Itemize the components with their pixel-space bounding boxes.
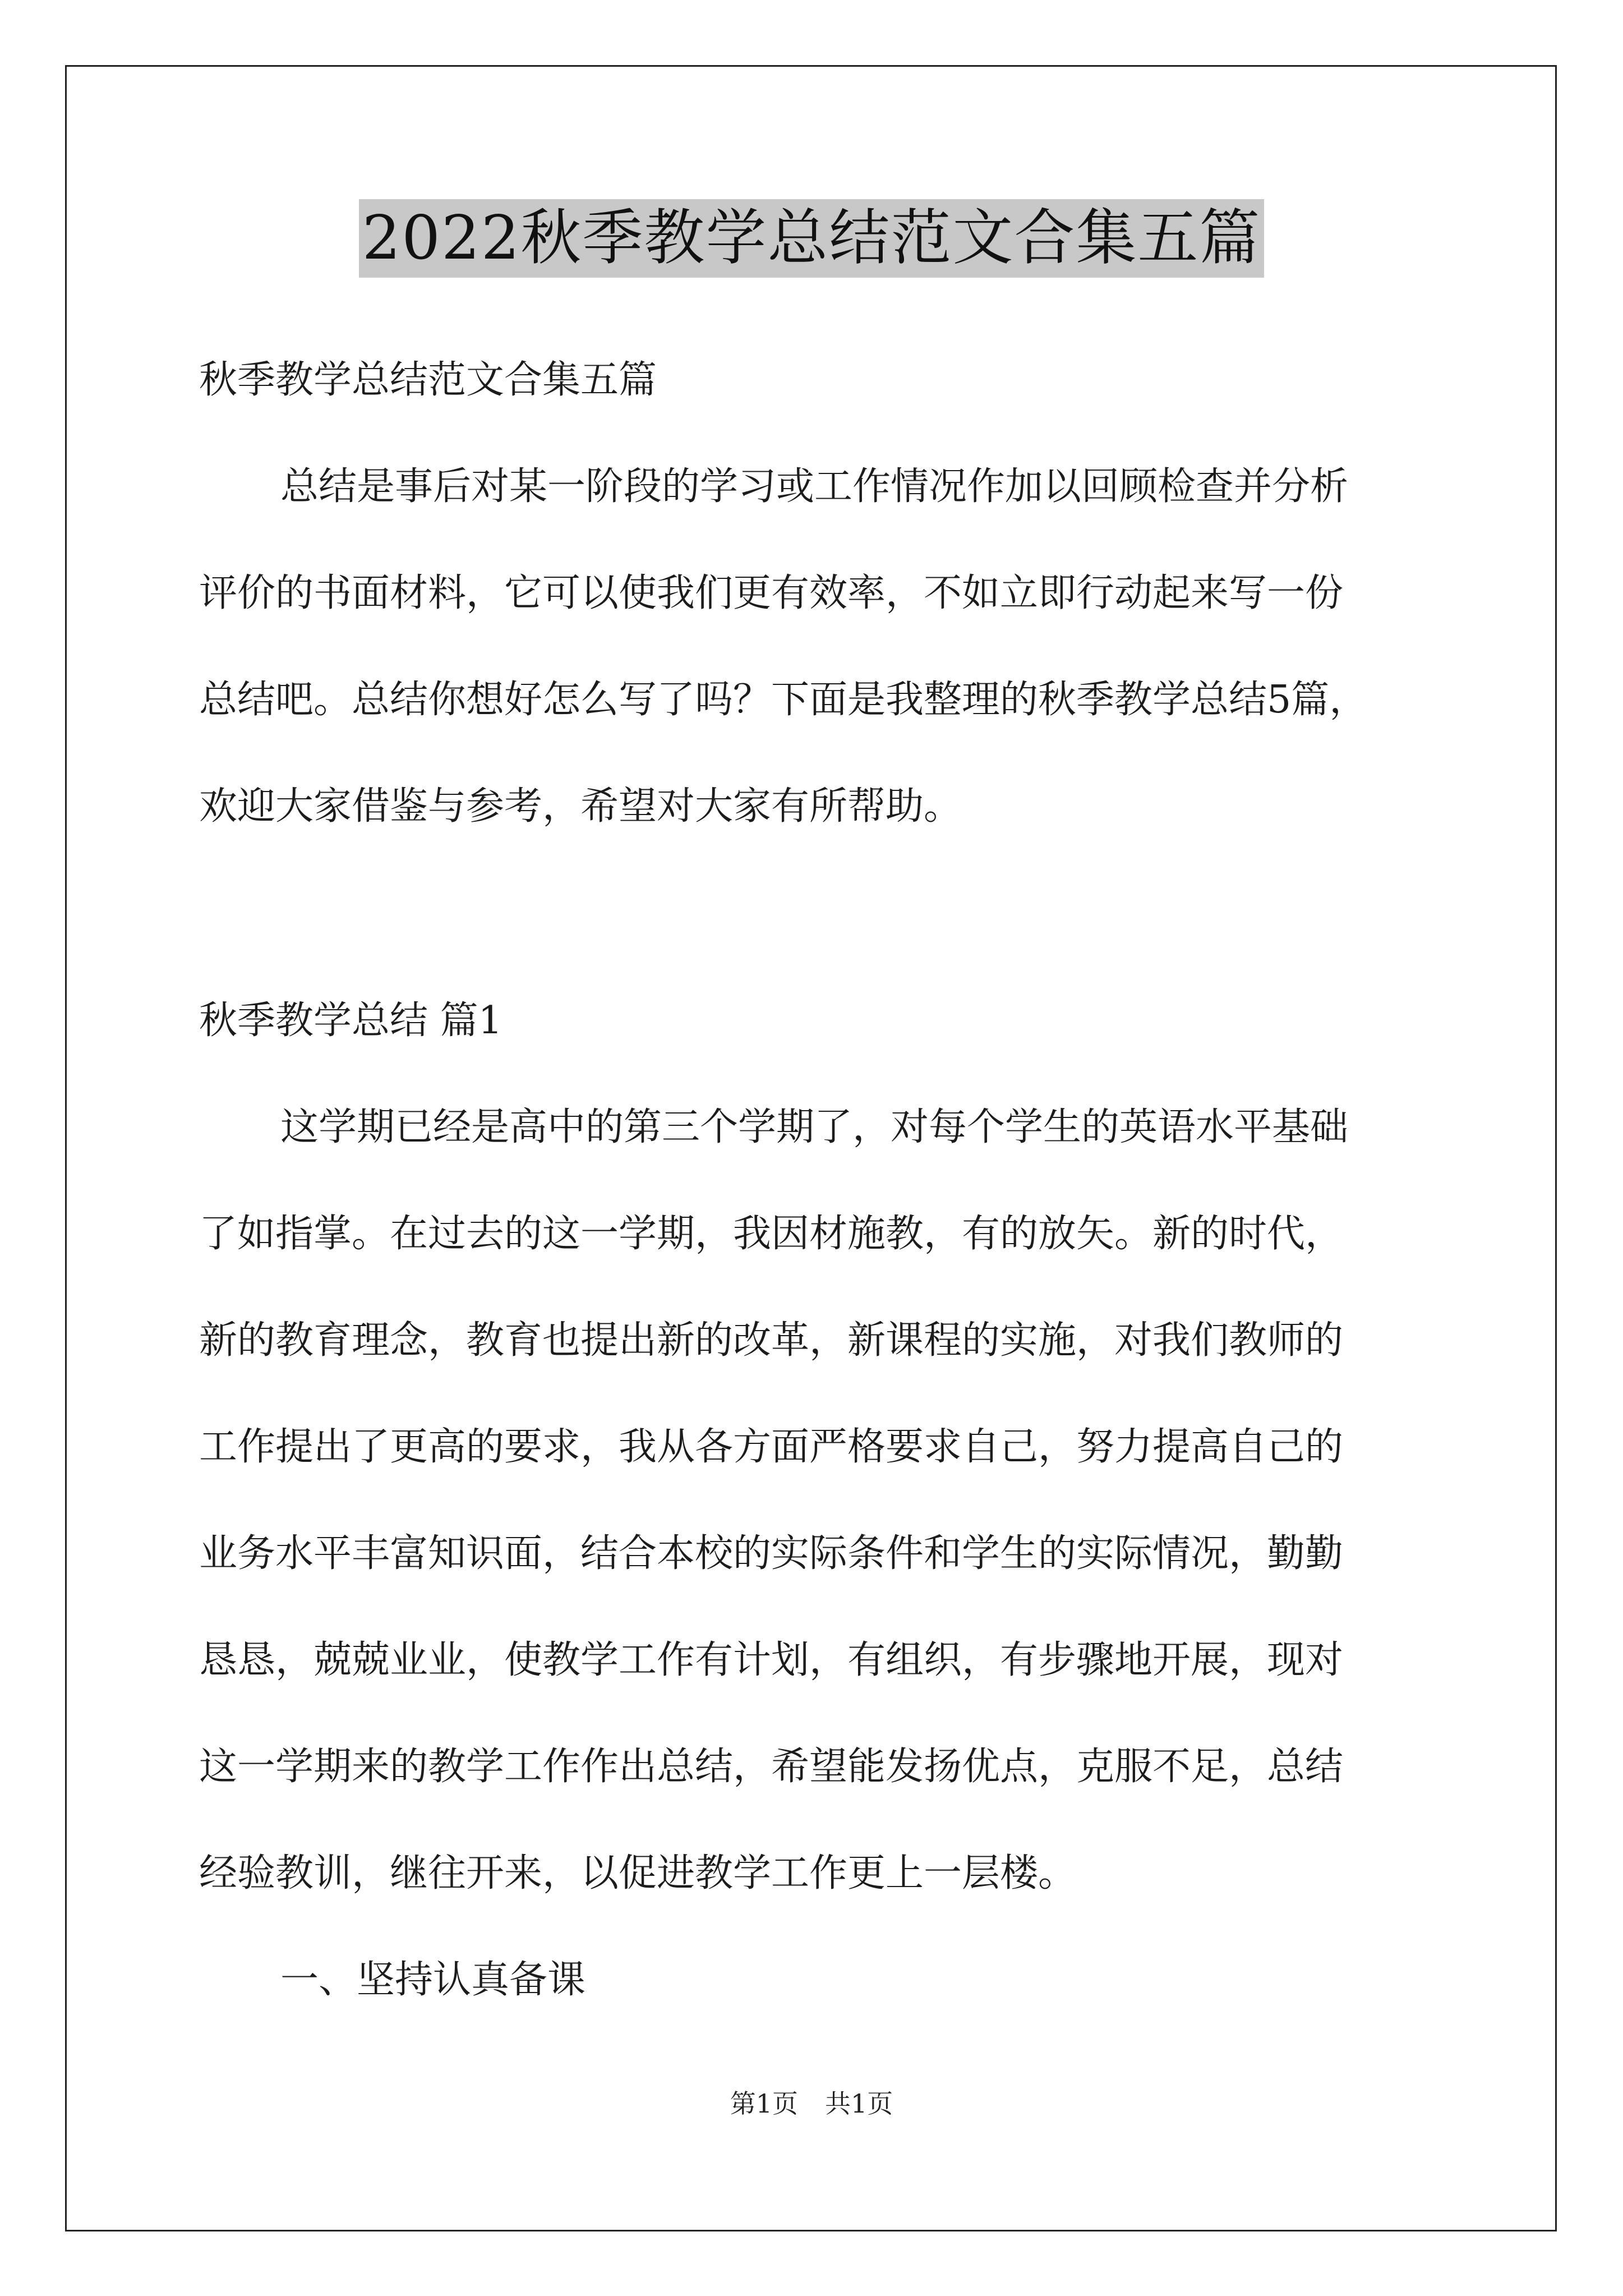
document-subtitle: 秋季教学总结范文合集五篇 xyxy=(199,358,657,402)
page-footer xyxy=(0,2087,1623,2120)
page-number: 第1页 xyxy=(730,2088,798,2119)
point-heading: 一、坚持认真备课 xyxy=(280,1958,586,2002)
body-line: 这一学期来的教学工作作出总结，希望能发扬优点，克服不足，总结 xyxy=(199,1745,1344,1789)
body-line: 了如指掌。在过去的这一学期，我因材施教，有的放矢。新的时代， xyxy=(199,1212,1344,1256)
title-container xyxy=(0,199,1623,278)
body-line: 恳恳，兢兢业业，使教学工作有计划，有组织，有步骤地开展，现对 xyxy=(199,1638,1344,1682)
intro-line: 评价的书面材料，它可以使我们更有效率，不如立即行动起来写一份 xyxy=(199,571,1344,615)
intro-line: 总结吧。总结你想好怎么写了吗？下面是我整理的秋季教学总结5篇， xyxy=(199,678,1368,722)
body-line: 这学期已经是高中的第三个学期了，对每个学生的英语水平基础 xyxy=(280,1105,1349,1149)
intro-line: 总结是事后对某一阶段的学习或工作情况作加以回顾检查并分析 xyxy=(280,464,1349,509)
body-line: 新的教育理念，教育也提出新的改革，新课程的实施，对我们教师的 xyxy=(199,1318,1344,1363)
body-line: 业务水平丰富知识面，结合本校的实际条件和学生的实际情况，勤勤 xyxy=(199,1531,1344,1576)
body-line: 经验教训，继往开来，以促进教学工作更上一层楼。 xyxy=(199,1851,1077,1895)
intro-line: 欢迎大家借鉴与参考，希望对大家有所帮助。 xyxy=(199,784,962,829)
document-title: 2022秋季教学总结范文合集五篇 xyxy=(359,199,1265,278)
page-total: 共1页 xyxy=(825,2088,893,2119)
body-line: 工作提出了更高的要求，我从各方面严格要求自己，努力提高自己的 xyxy=(199,1425,1344,1469)
section-heading: 秋季教学总结 篇1 xyxy=(199,999,502,1043)
